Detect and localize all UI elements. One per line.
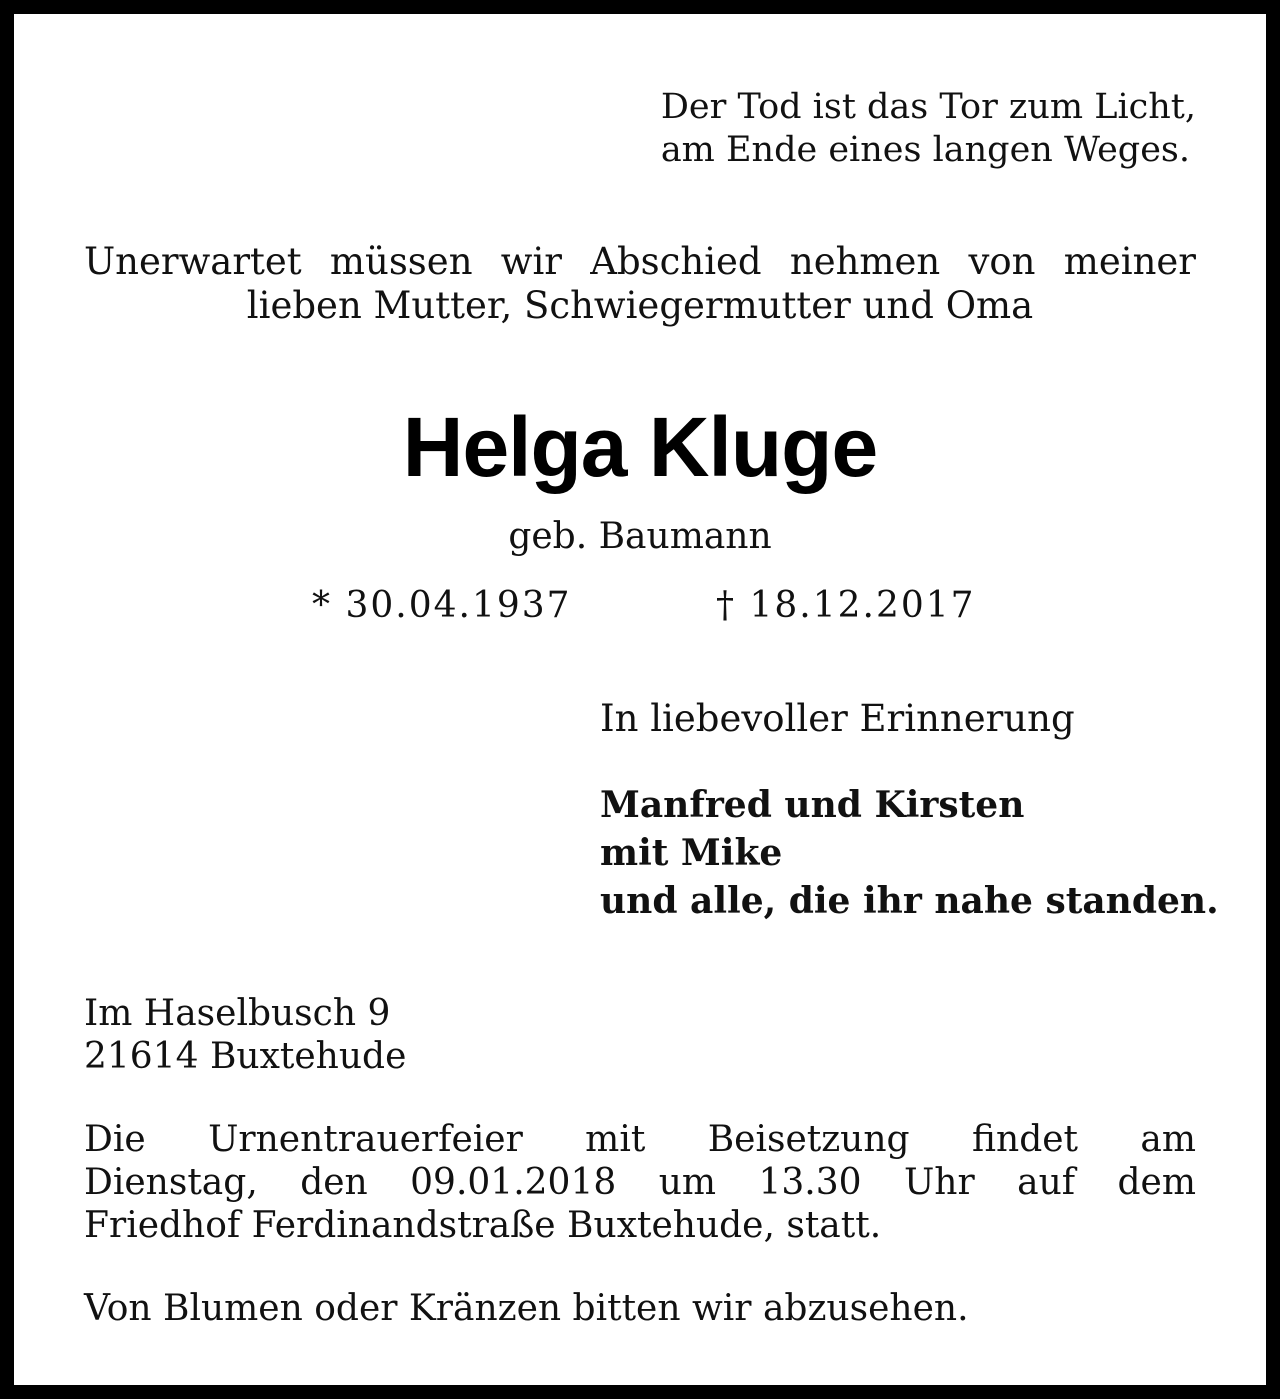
motto-quote xyxy=(661,86,1196,172)
maiden-name: geb. Baumann xyxy=(508,516,772,557)
motto-line-1: Der Tod ist das Tor zum Licht, xyxy=(660,87,1196,127)
family-line-3: und alle, die ihr nahe standen. xyxy=(600,880,1219,922)
family-line-1: Manfred und Kirsten xyxy=(600,784,1025,826)
intro-line-1: Unerwartet müssen wir Abschied nehmen von meiner xyxy=(84,240,1196,283)
intro-line-2: lieben Mutter, Schwiegermutter und Oma xyxy=(246,284,1034,327)
family-signature xyxy=(600,781,1219,925)
ceremony-line-3: Friedhof Ferdinandstraße Buxtehude, statt. xyxy=(84,1205,882,1246)
ceremony-line-1: Die Urnentrauerfeier mit Beisetzung findet am xyxy=(84,1119,1196,1160)
death-date: † 18.12.2017 xyxy=(716,585,976,626)
address-city: 21614 Buxtehude xyxy=(84,1036,407,1077)
ceremony-info xyxy=(84,1118,1196,1247)
deceased-name: Helga Kluge xyxy=(402,400,878,494)
ceremony-line-2: Dienstag, den 09.01.2018 um 13.30 Uhr auf dem xyxy=(84,1162,1196,1203)
memory-line: In liebevoller Erinnerung xyxy=(600,697,1075,740)
intro-text xyxy=(84,240,1196,328)
birth-date: * 30.04.1937 xyxy=(312,585,572,626)
family-line-2: mit Mike xyxy=(600,832,783,874)
flowers-note: Von Blumen oder Kränzen bitten wir abzusehen. xyxy=(84,1288,969,1329)
address-street: Im Haselbusch 9 xyxy=(84,993,391,1034)
motto-line-2: am Ende eines langen Weges. xyxy=(660,130,1190,170)
address xyxy=(84,992,406,1078)
